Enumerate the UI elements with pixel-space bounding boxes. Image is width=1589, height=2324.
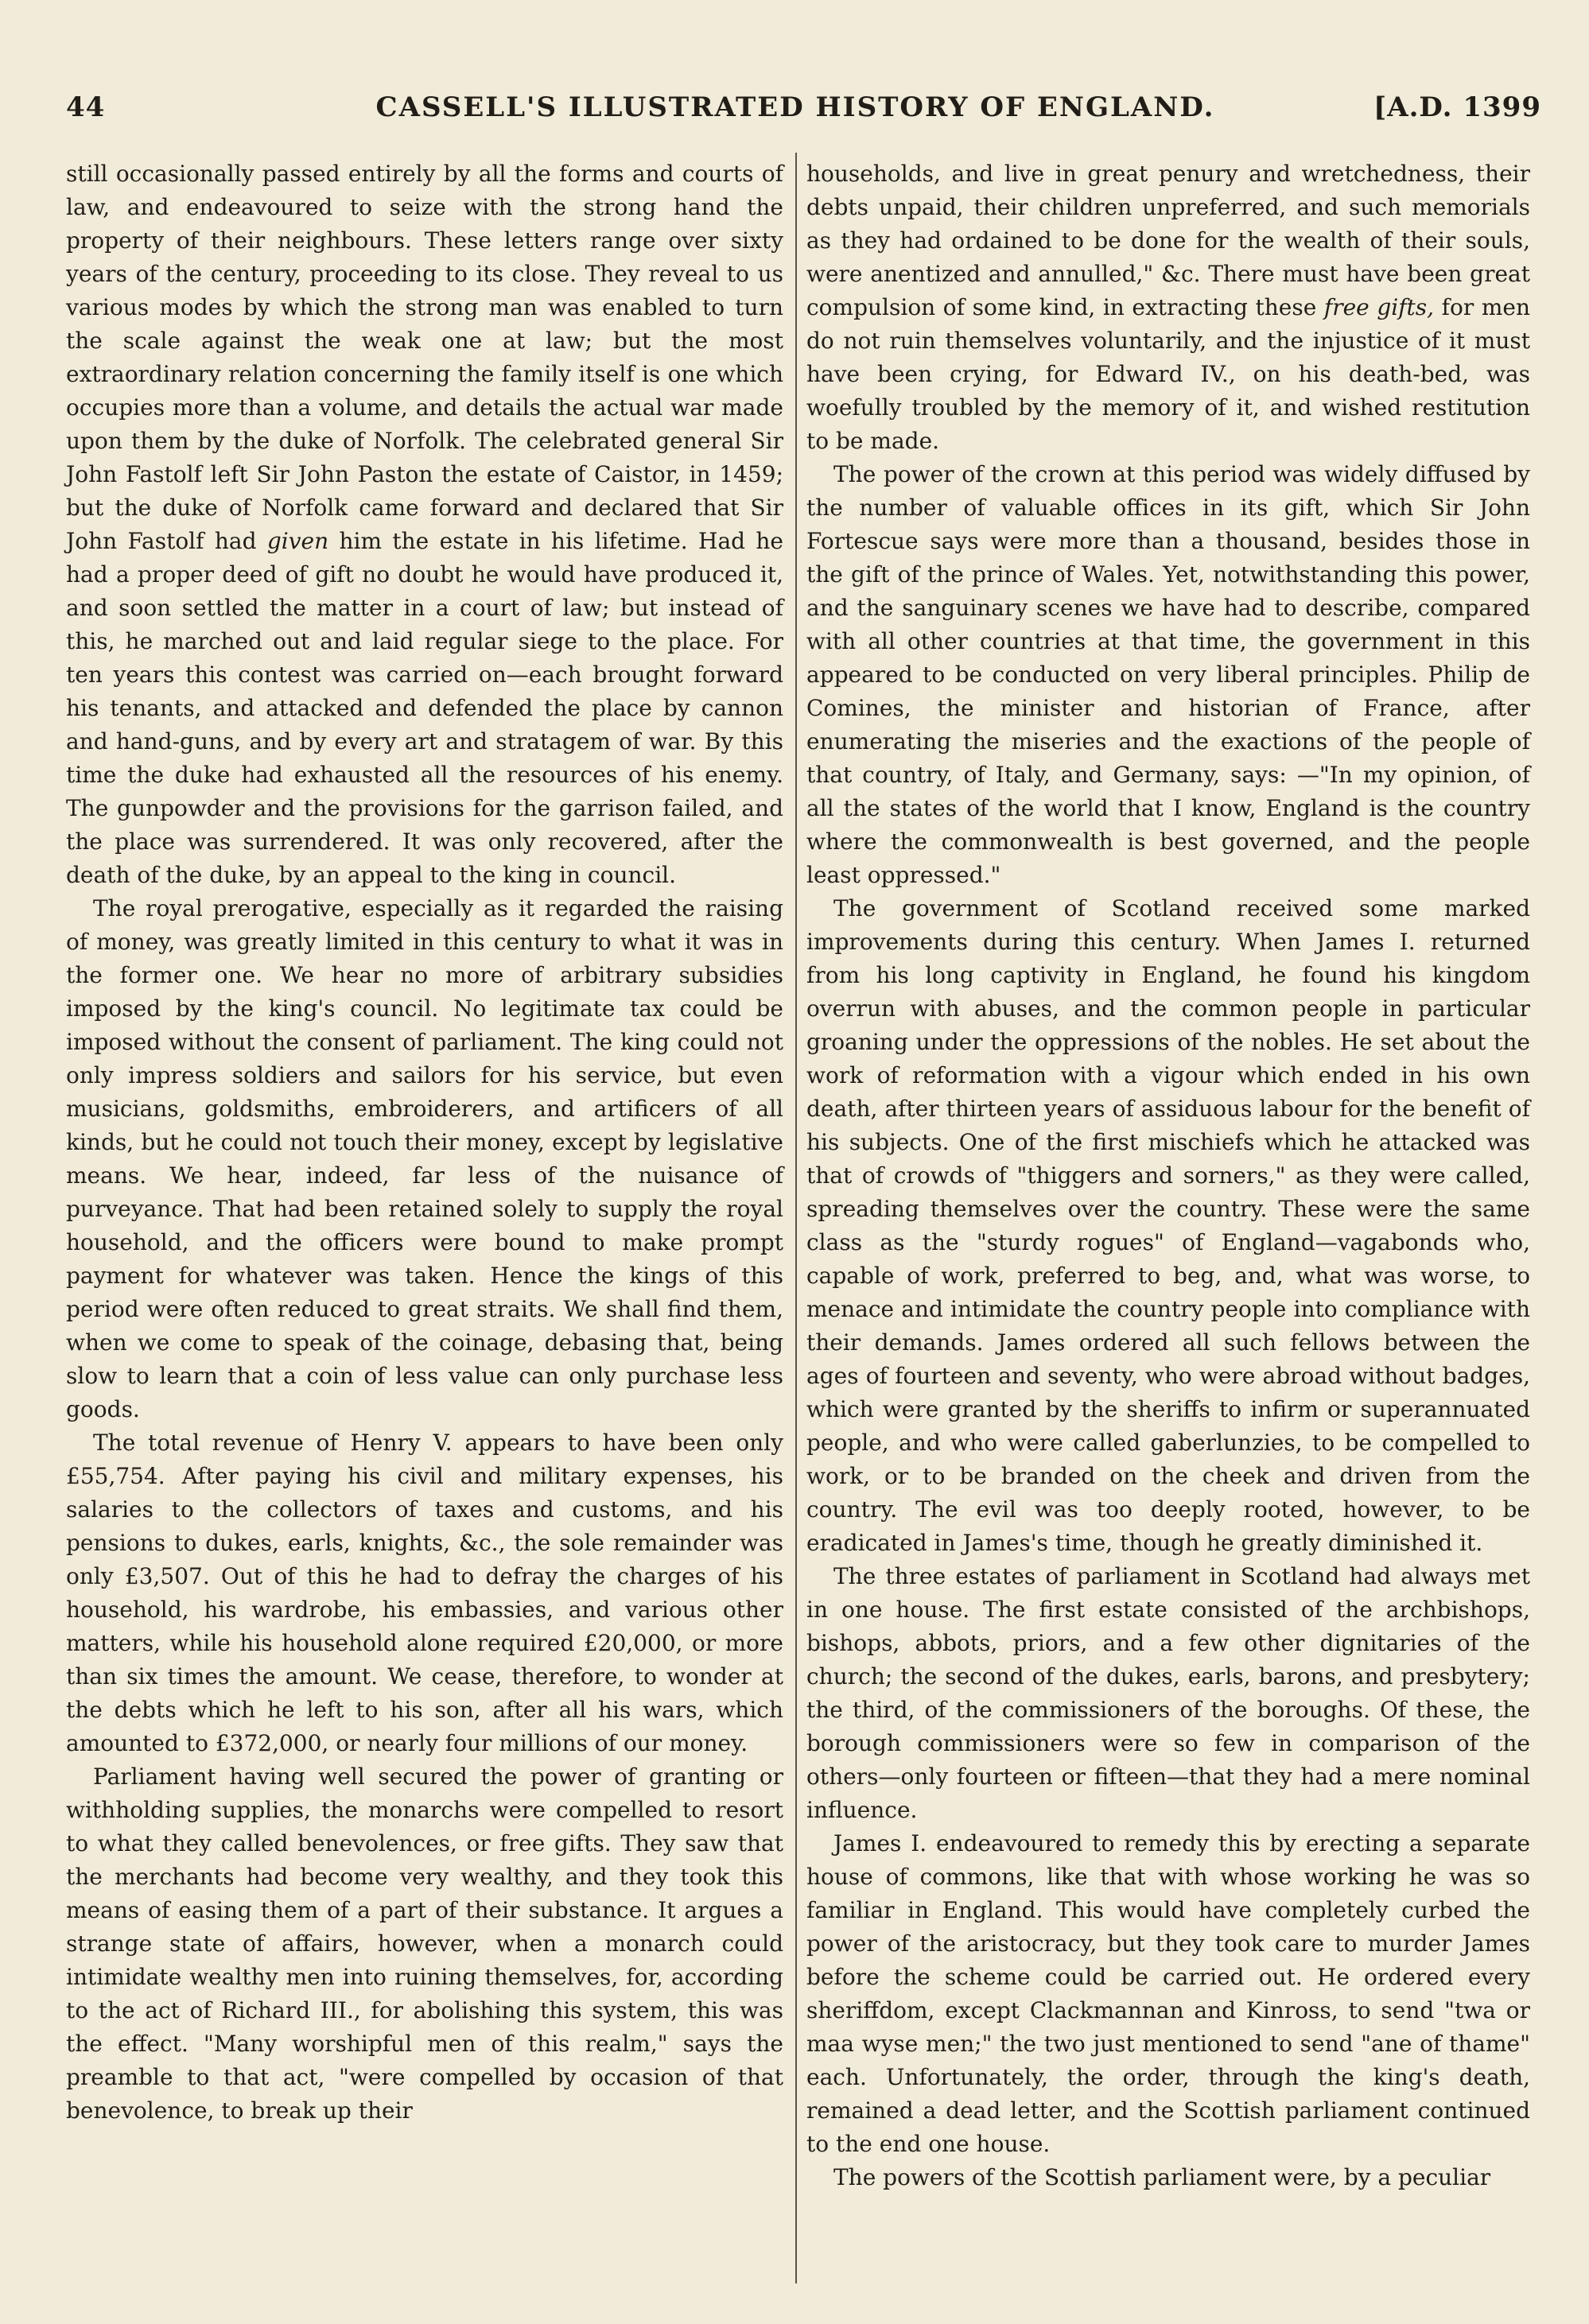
paragraph: The royal prerogative, especially as it regarded the raising of money, was greatly limited in this century to what it was in the former one. We hear no more of arbitrary subsidies imposed by the king's council. No legitimate tax could be imposed without the consent of parliament. The king could not only impress soldiers and sailors for his service, but even musicians, goldsmiths, embroiderers, and artificers of all kinds, but he could not touch their money, except by legislative means. We hear, indeed, far less of the nuisance of purveyance. That had been retained solely to supply the royal household, and the officers were bound to make prompt payment for whatever was taken. Hence the kings of this period were often reduced to great straits. We shall find them, when we come to speak of the coinage, debasing that, being slow to learn that a coin of less value can only purchase less goods. <box>66 895 783 1422</box>
paragraph: households, and live in great penury and wretchedness, their debts unpaid, their children unpreferred, and such memorials as they had ordained to be done for the wealth of their souls, were anentized and annulled," &c. There must have been great compulsion of some kind, in extracting these free gifts, for men do not ruin themselves voluntarily, and the injustice of it must have been crying, for Edward IV., on his death-bed, was woefully troubled by the memory of it, and wished restitution to be made. <box>806 161 1530 454</box>
right-column <box>806 157 1530 2194</box>
paragraph: James I. endeavoured to remedy this by erecting a separate house of commons, like that with whose working he was so familiar in England. This would have completely curbed the power of the aristocracy, but they took care to murder James before the scheme could be carried out. He ordered every sheriffdom, except Clackmannan and Kinross, to send "twa or maa wyse men;" the two just mentioned to send "ane of thame" each. Unfortunately, the order, through the king's death, remained a dead letter, and the Scottish parliament continued to the end one house. <box>806 1830 1530 2157</box>
page-number: 44 <box>66 91 106 123</box>
emphasis: given <box>266 528 329 554</box>
left-column <box>66 157 783 2128</box>
running-title: CASSELL'S ILLUSTRATED HISTORY OF ENGLAND. <box>375 91 1215 123</box>
paragraph: still occasionally passed entirely by all the forms and courts of law, and endeavoured to seize with the strong hand the property of their neighbours. These letters range over sixty years of the century, proceeding to its close. They reveal to us various modes by which the strong man was enabled to turn the scale against the weak one at law; but the most extraordinary relation concerning the family itself is one which occupies more than a volume, and details the actual war made upon them by the duke of Norfolk. The celebrated general Sir John Fastolf left Sir John Paston the estate of Caistor, in 1459; but the duke of Norfolk came forward and declared that Sir John Fastolf had given him the estate in his lifetime. Had he had a proper deed of gift no doubt he would have produced it, and soon settled the matter in a court of law; but instead of this, he marched out and laid regular siege to the place. For ten years this contest was carried on—each brought forward his tenants, and attacked and defended the place by cannon and hand-guns, and by every art and stratagem of war. By this time the duke had exhausted all the resources of his enemy. The gunpowder and the provisions for the garrison failed, and the place was surrendered. It was only recovered, after the death of the duke, by an appeal to the king in council. <box>66 161 784 888</box>
paragraph: The three estates of parliament in Scotland had always met in one house. The first estate consisted of the archbishops, bishops, abbots, priors, and a few other dignitaries of the church; the second of the dukes, earls, barons, and presbytery; the third, of the commissioners of the boroughs. Of these, the borough commissioners were so few in comparison of the others—only fourteen or fifteen—that they had a mere nominal influence. <box>806 1563 1530 1823</box>
date-mark: [A.D. 1399 <box>1373 91 1541 123</box>
paragraph: The total revenue of Henry V. appears to have been only £55,754. After paying his civil and military expenses, his salaries to the collectors of taxes and customs, and his pensions to dukes, earls, knights, &c., the sole remainder was only £3,507. Out of this he had to defray the charges of his household, his wardrobe, his embassies, and various other matters, while his household alone required £20,000, or more than six times the amount. We cease, therefore, to wonder at the debts which he left to his son, after all his wars, which amounted to £372,000, or nearly four millions of our money. <box>66 1430 783 1756</box>
paragraph: Parliament having well secured the power of granting or withholding supplies, the monarchs were compelled to resort to what they called benevolences, or free gifts. They saw that the merchants had become very wealthy, and they took this means of easing them of a part of their substance. It argues a strange state of affairs, however, when a monarch could intimidate wealthy men into ruining themselves, for, according to the act of Richard III., for abolishing this system, this was the effect. "Many worshipful men of this realm," says the preamble to that act, "were compelled by occasion of that benevolence, to break up their <box>66 1763 783 2124</box>
paragraph: The government of Scotland received some marked improvements during this century. When James I. returned from his long captivity in England, he found his kingdom overrun with abuses, and the common people in particular groaning under the oppressions of the nobles. He set about the work of reformation with a vigour which ended in his own death, after thirteen years of assiduous labour for the benefit of his subjects. One of the first mischiefs which he attacked was that of crowds of "thiggers and sorners," as they were called, spreading themselves over the country. These were the same class as the "sturdy rogues" of England—vagabonds who, capable of work, preferred to beg, and, what was worse, to menace and intimidate the country people into compliance with their demands. James ordered all such fellows between the ages of fourteen and seventy, who were abroad without badges, which were granted by the sheriffs to infirm or superannuated people, and who were called gaberlunzies, to be compelled to work, or to be branded on the cheek and driven from the country. The evil was too deeply rooted, however, to be eradicated in James's time, though he greatly diminished it. <box>806 895 1530 1556</box>
emphasis: free gifts, <box>1323 294 1435 320</box>
paragraph: The powers of the Scottish parliament were, by a peculiar <box>833 2164 1491 2190</box>
paragraph: The power of the crown at this period was widely diffused by the number of valuable offices in its gift, which Sir John Fortescue says were more than a thousand, besides those in the gift of the prince of Wales. Yet, notwithstanding this power, and the sanguinary scenes we have had to describe, compared with all other countries at that time, the government in this appeared to be conducted on very liberal principles. Philip de Comines, the minister and historian of France, after enumerating the miseries and the exactions of the people of that country, of Italy, and Germany, says: —"In my opinion, of all the states of the world that I know, England is the country where the commonwealth is best governed, and the people least oppressed." <box>806 461 1530 888</box>
column-divider <box>795 153 797 2283</box>
